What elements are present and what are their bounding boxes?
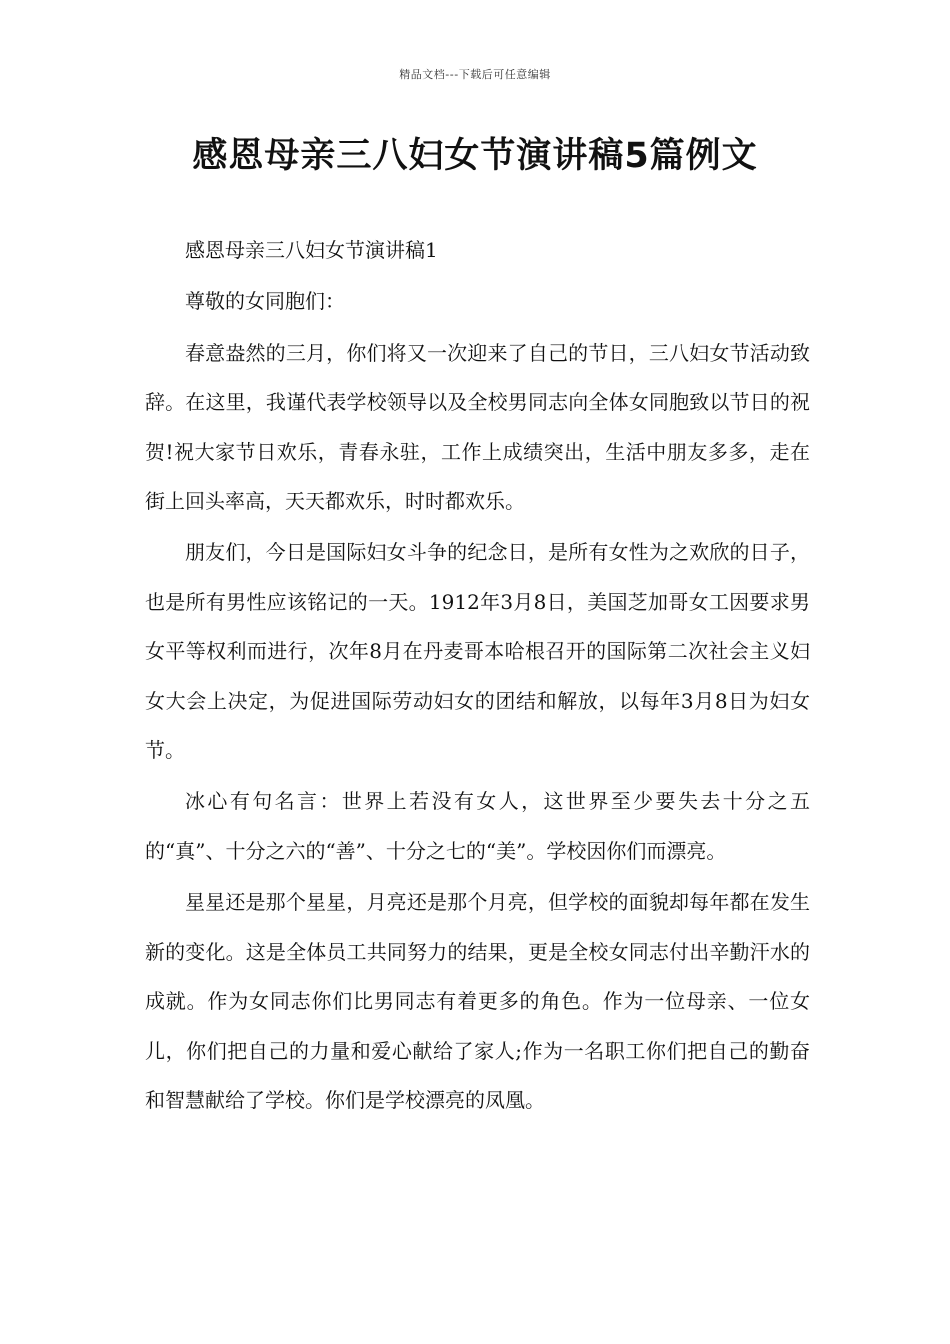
- body-paragraph: 朋友们，今日是国际妇女斗争的纪念日，是所有女性为之欢欣的日子，也是所有男性应该铭记的一天。1912年3月8日，美国芝加哥女工因要求男女平等权利而进行，次年8月在丹麦哥本哈根召开的国际第二次社会主义妇女大会上决定，为促进国际劳动妇女的团结和解放，以每年3月8日为妇女节。: [145, 540, 810, 763]
- section-heading: 感恩母亲三八妇女节演讲稿1: [185, 238, 438, 262]
- document-body: [145, 226, 810, 1127]
- document-title: 感恩母亲三八妇女节演讲稿5篇例文: [192, 136, 758, 176]
- header-note: 精品文档---下载后可任意编辑: [399, 68, 551, 81]
- salutation: 尊敬的女同胞们：: [185, 289, 345, 314]
- body-paragraph: 星星还是那个星星，月亮还是那个月亮，但学校的面貌却每年都在发生新的变化。这是全体员工共同努力的结果，更是全校女同志付出辛勤汗水的成就。作为女同志你们比男同志有着更多的角色。作为一位母亲、一位女儿，你们把自己的力量和爱心献给了家人;作为一名职工你们把自己的勤奋和智慧献给了学校。你们是学校漂亮的凤凰。: [145, 890, 810, 1112]
- body-paragraph: 冰心有句名言：世界上若没有女人，这世界至少要失去十分之五的“真”、十分之六的“善”、十分之七的“美”。学校因你们而漂亮。: [145, 789, 810, 863]
- body-paragraph: 春意盎然的三月，你们将又一次迎来了自己的节日，三八妇女节活动致辞。在这里，我谨代表学校领导以及全校男同志向全体女同胞致以节日的祝贺!祝大家节日欢乐，青春永驻，工作上成绩突出，生活中朋友多多，走在街上回头率高，天天都欢乐，时时都欢乐。: [145, 340, 810, 514]
